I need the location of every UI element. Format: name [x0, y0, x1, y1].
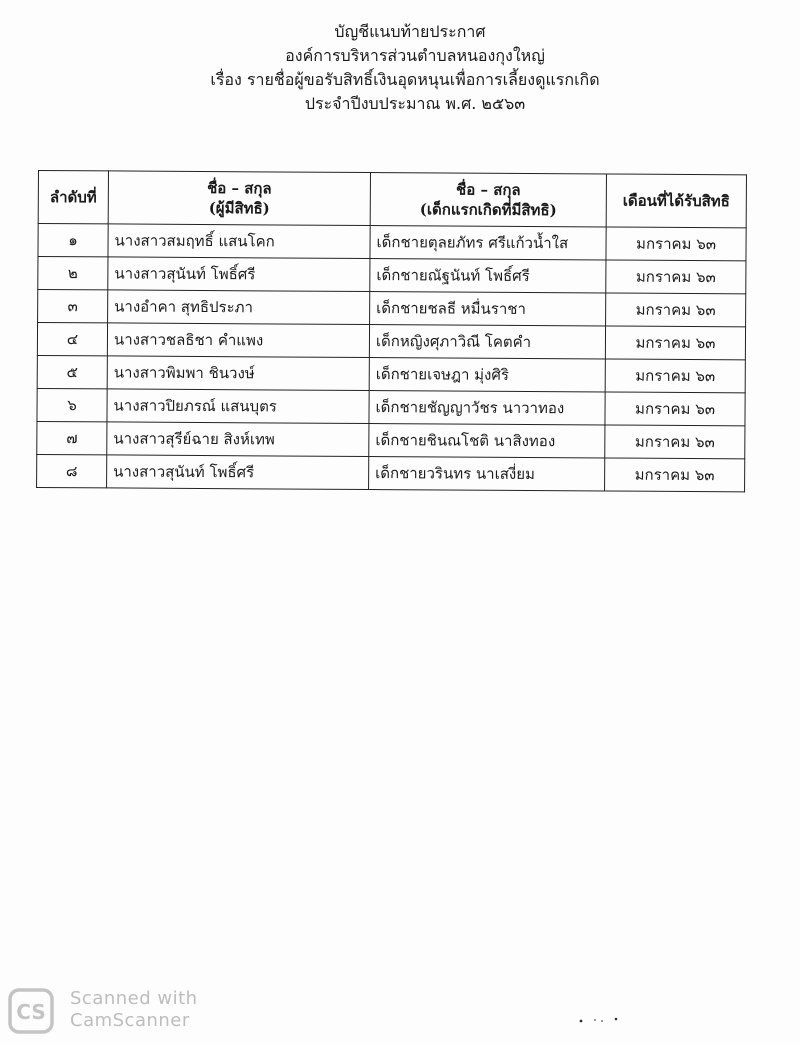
column-header-child-note: (เด็กแรกเกิดที่มีสิทธิ)	[419, 200, 557, 220]
scan-specks	[578, 1016, 628, 1024]
watermark-text	[70, 988, 198, 1032]
camscanner-logo-text: CS	[16, 1000, 46, 1024]
table-header-row	[38, 171, 746, 228]
header-annex-title: บัญชีแนบท้ายประกาศ	[334, 22, 486, 41]
header-subject: เรื่อง รายชื่อผู้ขอรับสิทธิ์เงินอุดหนุนเพื่อการเลี้ยงดูแรกเกิด	[210, 70, 600, 89]
column-header-parent	[108, 171, 370, 226]
child-name: เด็กชายเจษฎา มุ่งศิริ	[369, 358, 605, 392]
parent-name: นางสาวสุนันท์ โพธิ์ศรี	[107, 455, 369, 490]
column-header-number: ลำดับที่	[38, 171, 108, 224]
watermark-line-1: Scanned with	[70, 988, 198, 1009]
child-name: เด็กชายณัฐนันท์ โพธิ์ศรี	[370, 259, 606, 293]
parent-name: นางสาวสมฤทธิ์ แสนโคก	[108, 224, 370, 259]
announcement-header	[0, 20, 800, 116]
scanner-watermark	[8, 988, 228, 1036]
table-row	[38, 224, 746, 261]
beneficiary-table	[36, 170, 747, 492]
column-header-child	[370, 173, 606, 227]
eligible-month: มกราคม ๖๓	[606, 227, 746, 261]
column-header-parent-name: ชื่อ – สกุล	[207, 179, 272, 198]
eligible-month: มกราคม ๖๓	[606, 260, 746, 294]
eligible-month: มกราคม ๖๓	[605, 392, 745, 426]
watermark-line-2: CamScanner	[70, 1010, 190, 1031]
parent-name: นางสาวสุรีย์ฉาย สิงห์เทพ	[107, 422, 369, 457]
row-number: ๔	[37, 323, 107, 356]
table-row	[37, 388, 745, 425]
row-number: ๖	[37, 388, 107, 421]
beneficiary-table-wrapper	[36, 170, 746, 492]
eligible-month: มกราคม ๖๓	[605, 425, 745, 459]
parent-name: นางสาวปิยภรณ์ แสนบุตร	[107, 389, 369, 424]
row-number: ๑	[38, 224, 108, 257]
parent-name: นางสาวพิมพา ชินวงษ์	[107, 356, 369, 391]
row-number: ๘	[37, 454, 107, 487]
row-number: ๗	[37, 421, 107, 454]
child-name: เด็กชายตุลยภัทร ศรีแก้วน้ำใส	[370, 226, 606, 260]
eligible-month: มกราคม ๖๓	[605, 359, 745, 393]
camscanner-logo-icon	[8, 988, 54, 1034]
column-header-month: เดือนที่ได้รับสิทธิ	[606, 174, 746, 228]
parent-name: นางสาวชลธิชา คำแพง	[107, 323, 369, 358]
column-header-child-name: ชื่อ – สกุล	[456, 180, 521, 199]
parent-name: นางสาวสุนันท์ โพธิ์ศรี	[108, 257, 370, 292]
parent-name: นางอำคา สุทธิประภา	[108, 290, 370, 325]
child-name: เด็กชายชินณโชติ นาสิงทอง	[369, 424, 605, 458]
eligible-month: มกราคม ๖๓	[606, 293, 746, 327]
header-fiscal-year: ประจำปีงบประมาณ พ.ศ. ๒๕๖๓	[304, 94, 526, 113]
child-name: เด็กชายชัญญาวัชร นาวาทอง	[369, 391, 605, 425]
child-name: เด็กชายวรินทร นาเสงี่ยม	[369, 457, 605, 491]
row-number: ๒	[38, 257, 108, 290]
child-name: เด็กหญิงศุภาวิณี โคตคำ	[369, 325, 605, 359]
table-row	[37, 323, 745, 360]
table-header	[38, 171, 746, 228]
row-number: ๓	[38, 290, 108, 323]
table-row	[38, 257, 746, 294]
table-row	[37, 454, 745, 491]
eligible-month: มกราคม ๖๓	[605, 458, 745, 492]
table-row	[37, 421, 745, 458]
header-organization: องค์การบริหารส่วนตำบลหนองกุงใหญ่	[285, 46, 545, 65]
table-row	[37, 355, 745, 392]
row-number: ๕	[37, 355, 107, 388]
eligible-month: มกราคม ๖๓	[605, 326, 745, 360]
table-row	[38, 290, 746, 327]
column-header-parent-note: (ผู้มีสิทธิ)	[208, 199, 270, 218]
child-name: เด็กชายชลธี หมื่นราชา	[370, 292, 606, 326]
table-body	[37, 224, 747, 492]
